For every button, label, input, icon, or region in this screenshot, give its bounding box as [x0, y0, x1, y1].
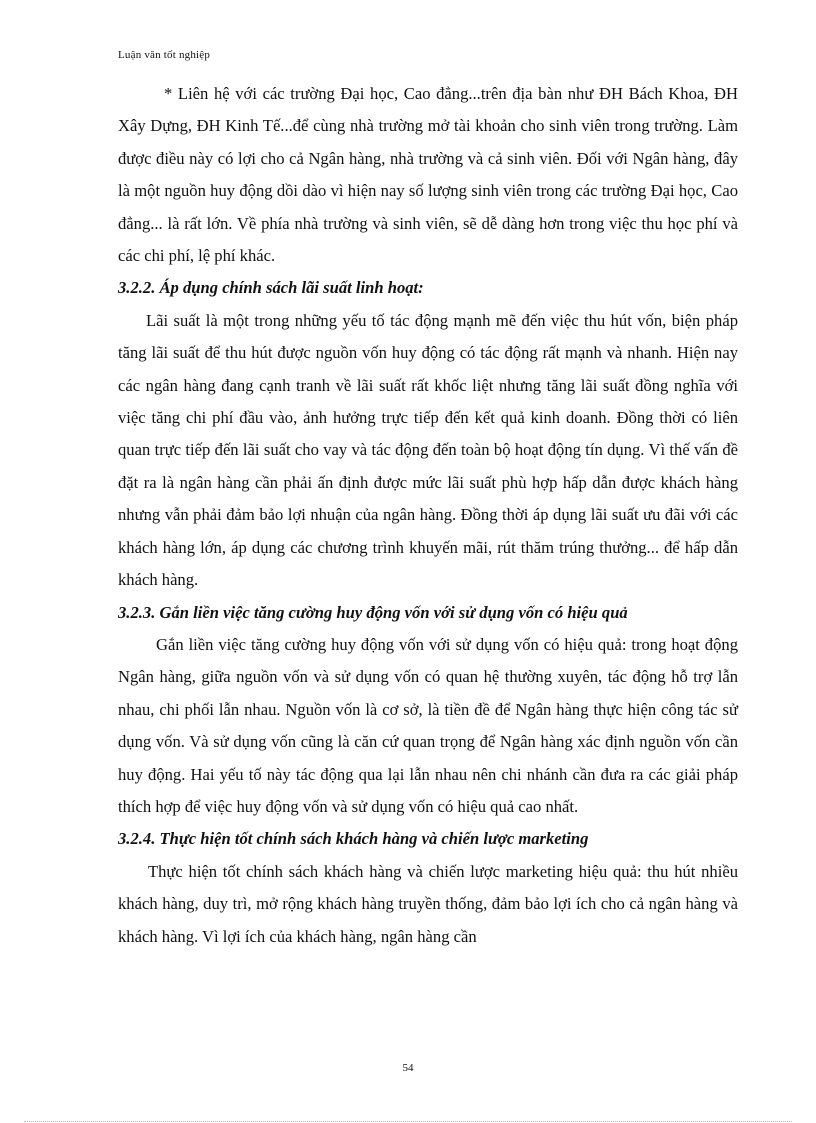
paragraph-capital-usage: Gắn liền việc tăng cường huy động vốn với sử dụng vốn có hiệu quả: trong hoạt động Ngân hàng, giữa nguồn vốn và sử dụng vốn có quan hệ thường xuyên, tác động hỗ trợ lẫn nhau, chi phối lẫn nhau. Nguồn vốn là cơ sở, là tiền đề để Ngân hàng thực hiện công tác sử dụng vốn. Và sử dụng vốn cũng là căn cứ quan trọng để Ngân hàng xác định nguồn vốn cần huy động. Hai yếu tố này tác động qua lại lẫn nhau nên chi nhánh cần đưa ra các giải pháp thích hợp để việc huy động vốn và sử dụng vốn có hiệu quả cao nhất. — [118, 634, 738, 816]
running-header: Luận văn tốt nghiệp — [118, 49, 211, 61]
paragraph-customer-policy: Thực hiện tốt chính sách khách hàng và chiến lược marketing hiệu quả: thu hút nhiều khách hàng, duy trì, mở rộng khách hàng truyền thống, đảm bảo lợi ích cho cả ngân hàng và khách hàng. Vì lợi ích của khách hàng, ngân hàng cần — [118, 861, 738, 946]
paragraph-interest-rate: Lãi suất là một trong những yếu tố tác động mạnh mẽ đến việc thu hút vốn, biện pháp tăng lãi suất để thu hút được nguồn vốn huy động có tác động rất mạnh và nhanh. Hiện nay các ngân hàng đang cạnh tranh về lãi suất rất khốc liệt nhưng tăng lãi suất đồng nghĩa với việc tăng chi phí đầu vào, ảnh hưởng trực tiếp đến kết quả kinh doanh. Đồng thời có liên quan trực tiếp đến lãi suất cho vay và tác động đến toàn bộ hoạt động tín dụng. Vì thế vấn đề đặt ra là ngân hàng cần phải ấn định được mức lãi suất phù hợp hấp dẫn được khách hàng nhưng vẫn phải đảm bảo lợi nhuận của ngân hàng. Đồng thời áp dụng lãi suất ưu đãi với các khách hàng lớn, áp dụng các chương trình khuyến mãi, rút thăm trúng thưởng... để hấp dẫn khách hàng. — [118, 310, 738, 590]
page-bottom-divider — [24, 1121, 792, 1122]
section-heading-3-2-2: 3.2.2. Áp dụng chính sách lãi suất linh hoạt: — [118, 278, 424, 298]
page-body — [118, 78, 738, 953]
paragraph-university-accounts: * Liên hệ với các trường Đại học, Cao đẳng...trên địa bàn như ĐH Bách Khoa, ĐH Xây Dựng, ĐH Kinh Tế...để cùng nhà trường mở tài khoản cho sinh viên trong trường. Làm được điều này có lợi cho cả Ngân hàng, nhà trường và cả sinh viên. Đối với Ngân hàng, đây là một nguồn huy động dồi dào vì hiện nay số lượng sinh viên trong các trường Đại học, Cao đẳng... là rất lớn. Về phía nhà trường và sinh viên, sẽ dễ dàng hơn trong việc thu học phí và các chi phí, lệ phí khác. — [118, 84, 738, 266]
page-number: 54 — [402, 1062, 414, 1074]
section-heading-3-2-4: 3.2.4. Thực hiện tốt chính sách khách hàng và chiến lược marketing — [118, 829, 589, 849]
section-heading-3-2-3: 3.2.3. Gắn liền việc tăng cường huy động vốn với sử dụng vốn có hiệu quả — [118, 602, 628, 622]
